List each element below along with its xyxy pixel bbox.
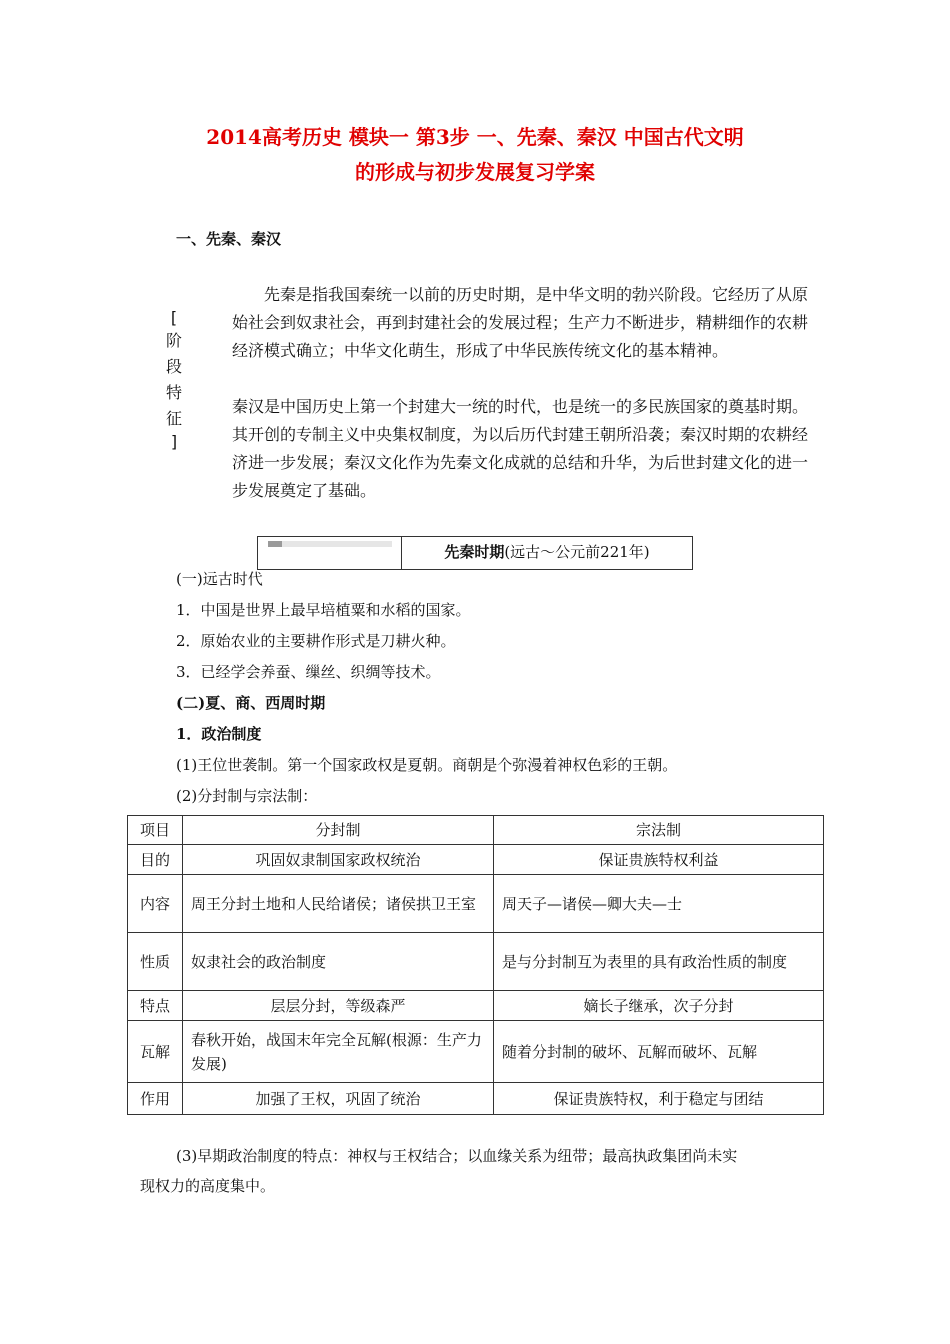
- summary-note-line1: (3)早期政治制度的特点：神权与王权结合；以血缘关系为纽带；最高执政集团尚未实: [176, 1147, 738, 1165]
- section-heading: 一、先秦、秦汉: [176, 230, 282, 248]
- table-header: 项目: [128, 816, 183, 845]
- table-cell: 层层分封，等级森严: [183, 991, 494, 1021]
- table-cell: 嫡长子继承，次子分封: [494, 991, 824, 1021]
- table-cell: 保证贵族特权，利于稳定与团结: [494, 1083, 824, 1115]
- summary-note-line2: 现权力的高度集中。: [140, 1177, 276, 1195]
- label-char: 特: [165, 383, 182, 402]
- table-cell: 加强了王权，巩固了统治: [183, 1083, 494, 1115]
- period-name: 先秦时期: [444, 543, 505, 561]
- subsection-heading: (一)远古时代: [176, 570, 263, 588]
- label-char: 段: [165, 357, 182, 376]
- table-row: [128, 875, 824, 933]
- list-item: 1．中国是世界上最早培植粟和水稻的国家。: [176, 601, 471, 619]
- table-cell: 是与分封制互为表里的具有政治性质的制度: [494, 933, 824, 991]
- comparison-table: [127, 815, 824, 1115]
- table-cell: 目的: [128, 845, 183, 875]
- intro-paragraph-qin-han: 秦汉是中国历史上第一个封建大一统的时代，也是统一的多民族国家的奠基时期。其开创的专制主义中央集权制度，为以后历代封建王朝所沿袭；秦汉时期的农耕经济进一步发展；秦汉文化作为先秦文化成就的总结和升华，为后世封建文化的进一步发展奠定了基础。: [232, 397, 809, 500]
- document-title-line2: 的形成与初步发展复习学案: [355, 160, 595, 184]
- label-close-bracket: ]: [170, 432, 178, 451]
- table-cell: 特点: [128, 991, 183, 1021]
- table-cell: 随着分封制的破坏、瓦解而破坏、瓦解: [494, 1021, 824, 1083]
- table-row: [128, 1083, 824, 1115]
- table-cell: 奴隶社会的政治制度: [183, 933, 494, 991]
- list-item: 2．原始农业的主要耕作形式是刀耕火种。: [176, 632, 456, 650]
- table-cell: 性质: [128, 933, 183, 991]
- period-title: [402, 537, 692, 569]
- decorative-bar: [268, 541, 392, 547]
- paragraph: (1)王位世袭制。第一个国家政权是夏朝。商朝是个弥漫着神权色彩的王朝。: [176, 756, 678, 774]
- table-cell: 内容: [128, 875, 183, 933]
- table-header: 分封制: [183, 816, 494, 845]
- label-open-bracket: [: [170, 308, 178, 327]
- label-char: 阶: [165, 331, 182, 350]
- table-cell: 瓦解: [128, 1021, 183, 1083]
- subsection-heading: (二)夏、商、西周时期: [176, 694, 326, 712]
- document-title-line1: 2014高考历史 模块一 第3步 一、先秦、秦汉 中国古代文明: [206, 125, 744, 149]
- table-cell: 巩固奴隶制国家政权统治: [183, 845, 494, 875]
- table-cell: 保证贵族特权利益: [494, 845, 824, 875]
- table-row: [128, 1021, 824, 1083]
- intro-paragraph-pre-qin: 先秦是指我国秦统一以前的历史时期，是中华文明的勃兴阶段。它经历了从原始社会到奴隶社会，再到封建社会的发展过程；生产力不断进步，精耕细作的农耕经济模式确立；中华文化萌生，形成了中华民族传统文化的基本精神。: [232, 285, 809, 360]
- table-cell: 作用: [128, 1083, 183, 1115]
- table-row: [128, 991, 824, 1021]
- list-item-heading: 1．政治制度: [176, 725, 262, 743]
- paragraph: (2)分封制与宗法制：: [176, 787, 318, 805]
- period-header-box: [257, 536, 693, 570]
- table-cell: 周天子—诸侯—卿大夫—士: [494, 875, 824, 933]
- table-row: [128, 933, 824, 991]
- table-cell: 周王分封土地和人民给诸侯；诸侯拱卫王室: [183, 875, 494, 933]
- period-range: (远古～公元前221年): [504, 543, 650, 561]
- table-cell: 春秋开始，战国末年完全瓦解(根源：生产力发展): [183, 1021, 494, 1083]
- table-row: [128, 845, 824, 875]
- label-char: 征: [165, 409, 182, 428]
- table-header-row: [128, 816, 824, 845]
- table-header: 宗法制: [494, 816, 824, 845]
- stage-feature-label: [162, 308, 186, 452]
- list-item: 3．已经学会养蚕、缫丝、织绸等技术。: [176, 663, 441, 681]
